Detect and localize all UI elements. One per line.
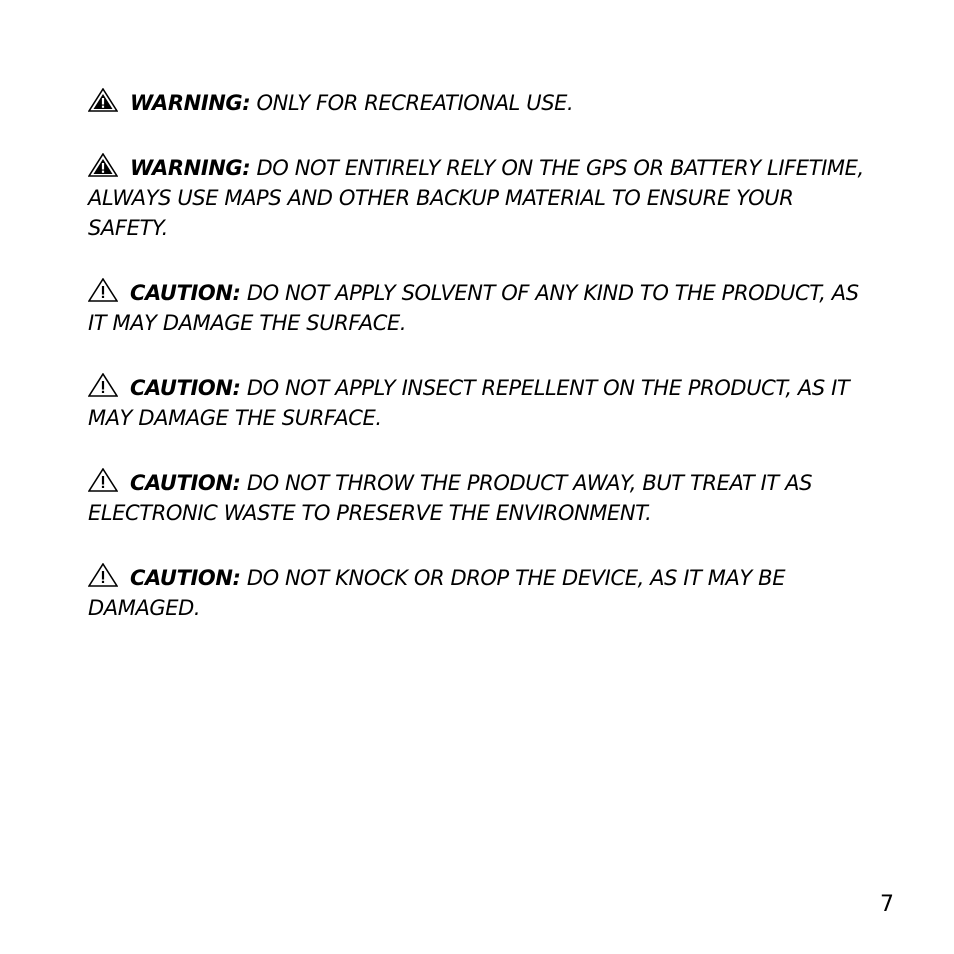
notice-text: DO NOT APPLY INSECT REPELLENT ON THE PRODUCT, AS IT MAY DAMAGE THE SURFACE. [88,376,850,430]
notice-label: CAUTION: [130,281,241,305]
caution-triangle-icon [88,468,118,492]
notice-label: CAUTION: [130,566,241,590]
notice-label: WARNING: [130,91,251,115]
caution-triangle-icon [88,563,118,587]
warning-notice [88,153,878,243]
caution-notice [88,373,878,433]
caution-triangle-icon [88,278,118,302]
notice-text: DO NOT KNOCK OR DROP THE DEVICE, AS IT MAY BE DAMAGED. [88,566,786,620]
notice-text: ONLY FOR RECREATIONAL USE. [256,91,574,115]
warning-triangle-icon [88,88,118,112]
notice-text: DO NOT APPLY SOLVENT OF ANY KIND TO THE PRODUCT, AS IT MAY DAMAGE THE SURFACE. [88,281,859,335]
notice-label: CAUTION: [130,376,241,400]
caution-triangle-icon [88,373,118,397]
page-number: 7 [880,892,894,917]
warning-notice [88,88,878,118]
notice-text: DO NOT ENTIRELY RELY ON THE GPS OR BATTERY LIFETIME, ALWAYS USE MAPS AND OTHER BACKUP MATERIAL TO ENSURE YOUR SAFETY. [88,156,864,240]
notice-label: CAUTION: [130,471,241,495]
caution-notice [88,468,878,528]
warning-triangle-icon [88,153,118,177]
caution-notice [88,278,878,338]
notice-text: DO NOT THROW THE PRODUCT AWAY, BUT TREAT IT AS ELECTRONIC WASTE TO PRESERVE THE ENVIRONMENT. [88,471,813,525]
caution-notice [88,563,878,623]
page-body [88,88,878,623]
notice-label: WARNING: [130,156,251,180]
